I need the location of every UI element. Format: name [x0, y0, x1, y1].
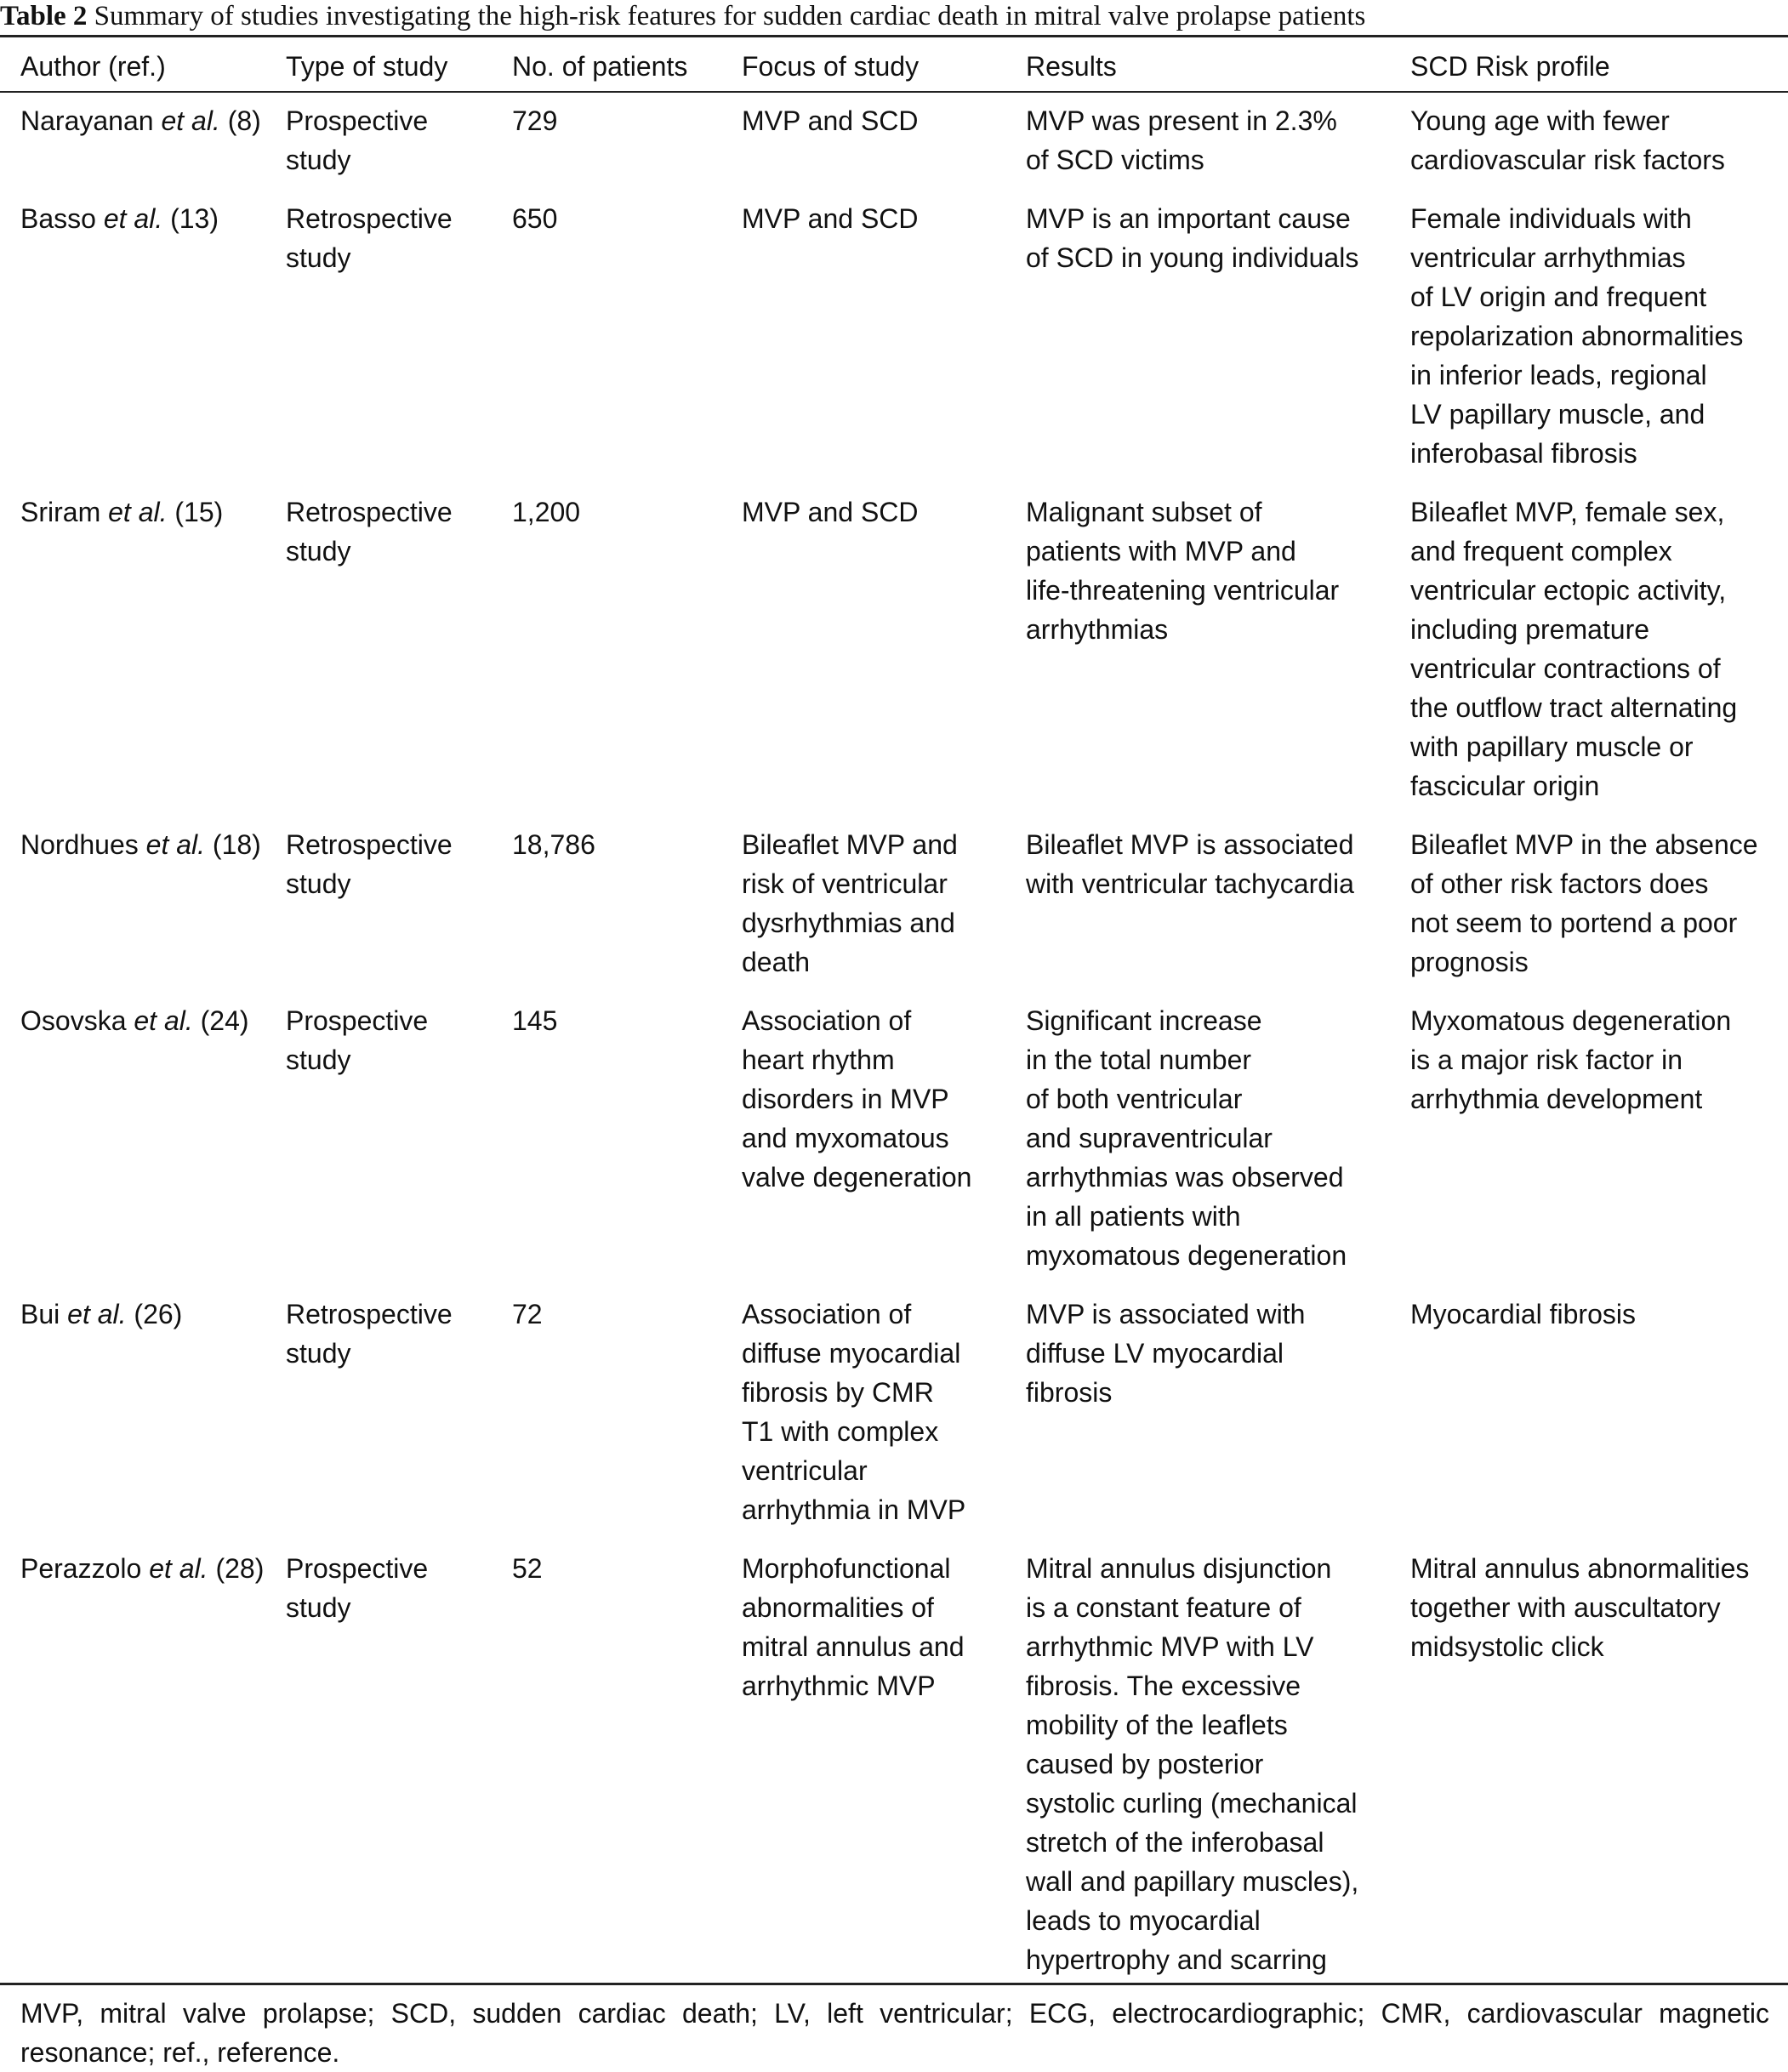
- cell-risk-profile-line: of other risk factors does: [1410, 868, 1709, 899]
- author-etal: et al.: [134, 1005, 193, 1036]
- cell-type: [286, 91, 512, 189]
- cell-results-line: and supraventricular: [1026, 1123, 1273, 1153]
- cell-focus-line: abnormalities of: [742, 1592, 934, 1623]
- table-row: [0, 991, 1788, 1284]
- table-footnote: MVP, mitral valve prolapse; SCD, sudden cardiac death; LV, left ventricular; ECG, electrocardiographic; CMR, cardiovascular magnetic resonance; ref., reference.: [20, 1998, 1769, 2068]
- cell-results: [1026, 482, 1410, 815]
- cell-risk-profile: [1410, 815, 1788, 991]
- table-row: [0, 1539, 1788, 1989]
- cell-risk-profile-line: inferobasal fibrosis: [1410, 438, 1637, 469]
- cell-results: [1026, 815, 1410, 991]
- author-name: Bui: [20, 1299, 60, 1329]
- cell-risk-profile-line: Female individuals with: [1410, 203, 1692, 234]
- author-etal: et al.: [145, 829, 206, 860]
- cell-focus-line: ventricular: [742, 1455, 868, 1486]
- cell-type: [286, 815, 512, 991]
- cell-focus-line: Bileaflet MVP and: [742, 829, 958, 860]
- cell-results-line: life-threatening ventricular: [1026, 575, 1340, 606]
- cell-risk-profile-line: together with auscultatory: [1410, 1592, 1721, 1623]
- table-label: Table 2: [0, 1, 88, 31]
- author-ref: (28): [215, 1553, 265, 1584]
- cell-risk-profile-line: repolarization abnormalities: [1410, 321, 1744, 351]
- cell-risk-profile-line: Myocardial fibrosis: [1410, 1299, 1636, 1329]
- cell-focus-line: Morphofunctional: [742, 1553, 951, 1584]
- cell-author: [0, 1284, 286, 1539]
- cell-risk-profile: [1410, 91, 1788, 189]
- column-header-risk-profile: SCD Risk profile: [1410, 51, 1610, 82]
- author-name: Osovska: [20, 1005, 127, 1036]
- column-header-patients: No. of patients: [512, 51, 688, 82]
- author-name: Sriram: [20, 497, 101, 527]
- cell-risk-profile-line: Bileaflet MVP in the absence: [1410, 829, 1758, 860]
- cell-results-line: of SCD victims: [1026, 145, 1204, 175]
- cell-focus-line: Association of: [742, 1299, 912, 1329]
- cell-type-line: Retrospective: [286, 203, 453, 234]
- author-line: [20, 199, 286, 238]
- author-ref: (18): [212, 829, 261, 860]
- cell-results-line: with ventricular tachycardia: [1026, 868, 1354, 899]
- cell-risk-profile: [1410, 189, 1788, 482]
- cell-results-line: of both ventricular: [1026, 1084, 1243, 1114]
- cell-results-line: is a constant feature of: [1026, 1592, 1301, 1623]
- cell-results-line: arrhythmias was observed: [1026, 1162, 1344, 1193]
- cell-focus-line: fibrosis by CMR: [742, 1377, 934, 1408]
- cell-results: [1026, 189, 1410, 482]
- cell-risk-profile-line: of LV origin and frequent: [1410, 282, 1707, 312]
- author-ref: (8): [227, 105, 261, 136]
- author-ref: (15): [174, 497, 224, 527]
- cell-focus: [742, 189, 1026, 482]
- cell-risk-profile-line: including premature: [1410, 614, 1650, 645]
- cell-focus: [742, 815, 1026, 991]
- cell-focus-line: death: [742, 947, 811, 977]
- cell-risk-profile-line: ventricular contractions of: [1410, 653, 1721, 684]
- cell-risk-profile-line: is a major risk factor in: [1410, 1045, 1683, 1075]
- header-row: [0, 37, 1788, 91]
- studies-table: [0, 37, 1788, 1989]
- column-header-focus: Focus of study: [742, 51, 920, 82]
- cell-results-line: Bileaflet MVP is associated: [1026, 829, 1354, 860]
- cell-results-line: arrhythmias: [1026, 614, 1169, 645]
- cell-results-line: caused by posterior: [1026, 1749, 1264, 1779]
- cell-risk-profile-line: not seem to portend a poor: [1410, 908, 1738, 938]
- cell-type-line: study: [286, 1592, 351, 1623]
- cell-risk-profile-line: Myxomatous degeneration: [1410, 1005, 1732, 1036]
- cell-type-line: Prospective: [286, 1005, 429, 1036]
- cell-risk-profile-line: arrhythmia development: [1410, 1084, 1703, 1114]
- author-name: Basso: [20, 203, 96, 234]
- cell-focus: [742, 91, 1026, 189]
- cell-author: [0, 815, 286, 991]
- cell-patients: 52: [512, 1553, 543, 1584]
- cell-type: [286, 1539, 512, 1989]
- cell-risk-profile-line: with papillary muscle or: [1410, 731, 1694, 762]
- table-body: [0, 91, 1788, 1989]
- author-name: Narayanan: [20, 105, 154, 136]
- table-row: [0, 189, 1788, 482]
- table-row: [0, 815, 1788, 991]
- cell-focus: [742, 1284, 1026, 1539]
- cell-focus-line: Association of: [742, 1005, 912, 1036]
- author-ref: (24): [200, 1005, 249, 1036]
- cell-focus-line: arrhythmia in MVP: [742, 1494, 966, 1525]
- cell-focus-line: T1 with complex: [742, 1416, 939, 1447]
- cell-type-line: study: [286, 242, 351, 273]
- column-header-author: Author (ref.): [20, 51, 166, 82]
- column-header-type: Type of study: [286, 51, 448, 82]
- cell-risk-profile: [1410, 1539, 1788, 1989]
- cell-type: [286, 482, 512, 815]
- cell-type-line: Prospective: [286, 105, 429, 136]
- cell-risk-profile-line: Bileaflet MVP, female sex,: [1410, 497, 1725, 527]
- cell-type-line: study: [286, 1045, 351, 1075]
- cell-risk-profile-line: fascicular origin: [1410, 771, 1600, 801]
- cell-author: [0, 482, 286, 815]
- author-ref: (26): [134, 1299, 183, 1329]
- cell-type-line: study: [286, 536, 351, 566]
- cell-focus-line: arrhythmic MVP: [742, 1671, 936, 1701]
- cell-type: [286, 1284, 512, 1539]
- author-name: Nordhues: [20, 829, 139, 860]
- cell-results-line: fibrosis. The excessive: [1026, 1671, 1301, 1701]
- cell-author: [0, 991, 286, 1284]
- cell-risk-profile: [1410, 1284, 1788, 1539]
- cell-results-line: of SCD in young individuals: [1026, 242, 1359, 273]
- cell-author: [0, 91, 286, 189]
- cell-results: [1026, 91, 1410, 189]
- author-name: Perazzolo: [20, 1553, 142, 1584]
- cell-patients: 650: [512, 203, 558, 234]
- cell-results-line: MVP was present in 2.3%: [1026, 105, 1337, 136]
- cell-risk-profile-line: in inferior leads, regional: [1410, 360, 1707, 390]
- cell-results-line: hypertrophy and scarring: [1026, 1944, 1327, 1975]
- cell-patients: 72: [512, 1299, 543, 1329]
- cell-results: [1026, 1284, 1410, 1539]
- cell-results: [1026, 991, 1410, 1284]
- author-line: [20, 492, 286, 532]
- cell-patients: 145: [512, 1005, 558, 1036]
- cell-risk-profile-line: and frequent complex: [1410, 536, 1672, 566]
- cell-results-line: in all patients with: [1026, 1201, 1241, 1232]
- cell-patients: 18,786: [512, 829, 595, 860]
- cell-patients: 729: [512, 105, 558, 136]
- cell-focus-line: dysrhythmias and: [742, 908, 955, 938]
- cell-results-line: myxomatous degeneration: [1026, 1240, 1347, 1271]
- cell-risk-profile-line: midsystolic click: [1410, 1631, 1604, 1662]
- cell-focus: [742, 482, 1026, 815]
- cell-focus-line: heart rhythm: [742, 1045, 895, 1075]
- cell-results-line: arrhythmic MVP with LV: [1026, 1631, 1314, 1662]
- author-etal: et al.: [67, 1299, 127, 1329]
- cell-type-line: study: [286, 145, 351, 175]
- cell-results-line: systolic curling (mechanical: [1026, 1788, 1358, 1819]
- cell-risk-profile-line: ventricular ectopic activity,: [1410, 575, 1727, 606]
- author-ref: (13): [170, 203, 219, 234]
- cell-type-line: study: [286, 868, 351, 899]
- cell-focus: [742, 991, 1026, 1284]
- cell-risk-profile-line: ventricular arrhythmias: [1410, 242, 1686, 273]
- cell-results-line: MVP is an important cause: [1026, 203, 1351, 234]
- author-etal: et al.: [108, 497, 168, 527]
- cell-risk-profile: [1410, 991, 1788, 1284]
- author-line: [20, 1549, 286, 1588]
- cell-author: [0, 1539, 286, 1989]
- cell-risk-profile-line: prognosis: [1410, 947, 1529, 977]
- cell-type-line: Retrospective: [286, 1299, 453, 1329]
- cell-results-line: leads to myocardial: [1026, 1905, 1261, 1936]
- cell-results-line: stretch of the inferobasal: [1026, 1827, 1324, 1858]
- cell-results-line: Significant increase: [1026, 1005, 1262, 1036]
- cell-type-line: study: [286, 1338, 351, 1369]
- cell-results-line: fibrosis: [1026, 1377, 1113, 1408]
- author-line: [20, 101, 286, 140]
- cell-focus-line: mitral annulus and: [742, 1631, 965, 1662]
- column-header-results: Results: [1026, 51, 1117, 82]
- cell-focus-line: MVP and SCD: [742, 497, 919, 527]
- cell-results-line: wall and papillary muscles),: [1026, 1866, 1359, 1897]
- cell-results-line: patients with MVP and: [1026, 536, 1296, 566]
- table-row: [0, 91, 1788, 189]
- author-line: [20, 1001, 286, 1040]
- cell-results-line: Mitral annulus disjunction: [1026, 1553, 1332, 1584]
- table-title: Summary of studies investigating the high-risk features for sudden cardiac death in mitral valve prolapse patients: [94, 1, 1366, 31]
- cell-focus-line: valve degeneration: [742, 1162, 972, 1193]
- author-etal: et al.: [103, 203, 163, 234]
- cell-author: [0, 189, 286, 482]
- cell-results-line: mobility of the leaflets: [1026, 1710, 1288, 1740]
- cell-type-line: Retrospective: [286, 497, 453, 527]
- cell-focus-line: MVP and SCD: [742, 105, 919, 136]
- cell-focus-line: risk of ventricular: [742, 868, 948, 899]
- cell-risk-profile-line: the outflow tract alternating: [1410, 692, 1738, 723]
- cell-type-line: Prospective: [286, 1553, 429, 1584]
- cell-patients: 1,200: [512, 497, 581, 527]
- cell-results-line: Malignant subset of: [1026, 497, 1262, 527]
- table-row: [0, 1284, 1788, 1539]
- cell-type-line: Retrospective: [286, 829, 453, 860]
- bottom-rule: [0, 1983, 1788, 1985]
- author-line: [20, 825, 286, 864]
- cell-risk-profile-line: Young age with fewer: [1410, 105, 1670, 136]
- cell-results: [1026, 1539, 1410, 1989]
- cell-risk-profile-line: LV papillary muscle, and: [1410, 399, 1705, 430]
- cell-focus-line: diffuse myocardial: [742, 1338, 961, 1369]
- cell-type: [286, 991, 512, 1284]
- author-line: [20, 1295, 286, 1334]
- cell-risk-profile: [1410, 482, 1788, 815]
- cell-risk-profile-line: Mitral annulus abnormalities: [1410, 1553, 1750, 1584]
- cell-results-line: diffuse LV myocardial: [1026, 1338, 1284, 1369]
- cell-focus-line: and myxomatous: [742, 1123, 949, 1153]
- cell-focus: [742, 1539, 1026, 1989]
- cell-focus-line: disorders in MVP: [742, 1084, 949, 1114]
- table-caption: [0, 2, 1788, 31]
- author-etal: et al.: [161, 105, 220, 136]
- cell-results-line: in the total number: [1026, 1045, 1252, 1075]
- cell-type: [286, 189, 512, 482]
- cell-focus-line: MVP and SCD: [742, 203, 919, 234]
- table-row: [0, 482, 1788, 815]
- cell-risk-profile-line: cardiovascular risk factors: [1410, 145, 1725, 175]
- author-etal: et al.: [149, 1553, 208, 1584]
- cell-results-line: MVP is associated with: [1026, 1299, 1306, 1329]
